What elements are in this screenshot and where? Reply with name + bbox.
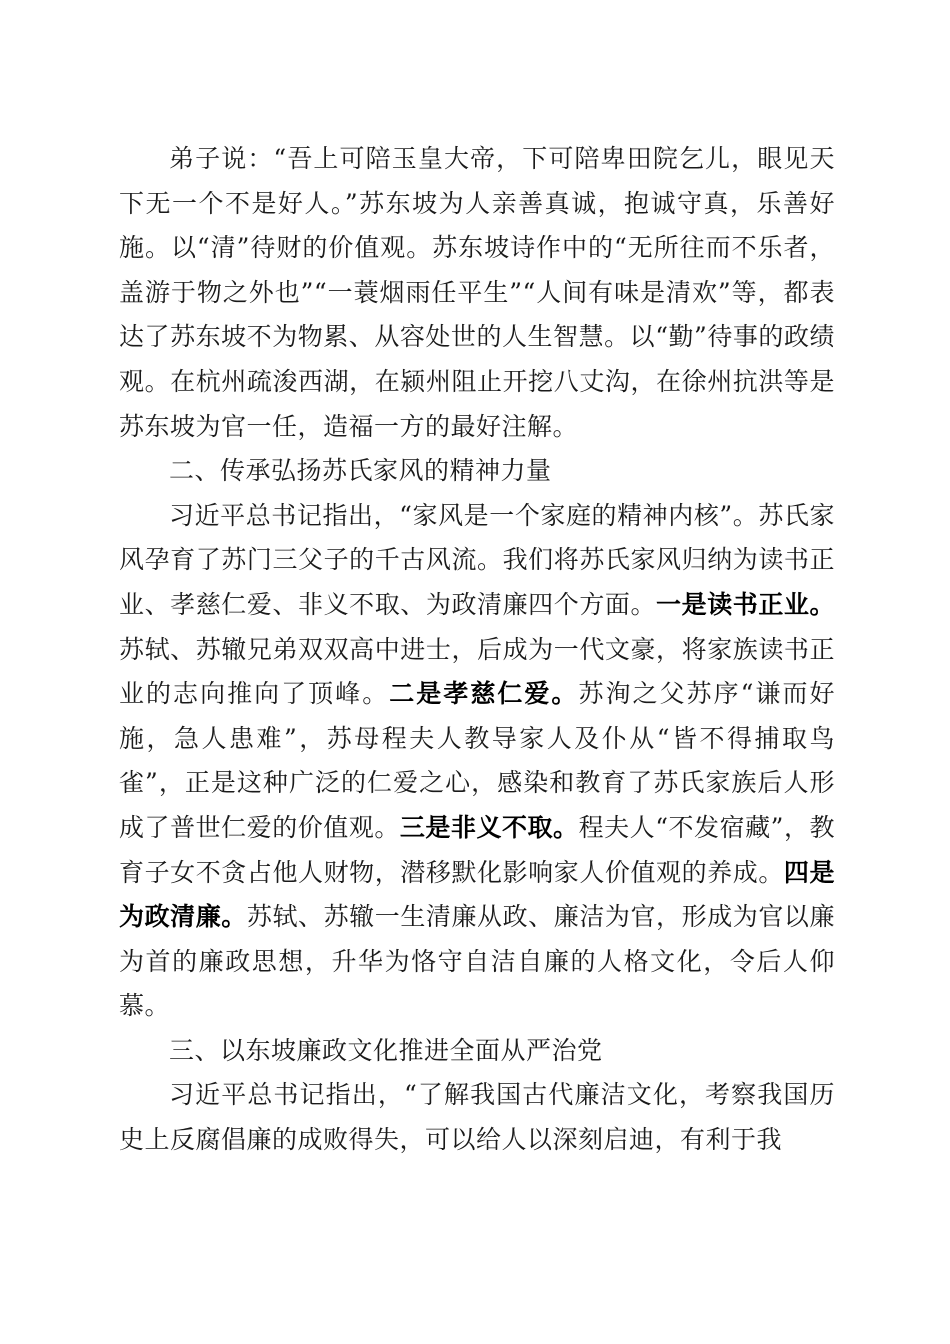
paragraph-su-family-tradition: [119, 494, 835, 1029]
point-3-text: 程夫人“不发宿藏”，教育子女不贪占他人财物，潜移默化影响家人价值观的养成。: [119, 812, 835, 887]
point-2-title: 二是孝慈仁爱。: [389, 679, 579, 709]
point-4-text: 苏轼、苏辙一生清廉从政、廉洁为官，形成为官以廉为首的廉政思想，升华为恪守自洁自廉的人格文化，令后人仰慕。: [119, 902, 835, 1021]
point-1-title: 一是读书正业。: [656, 589, 835, 619]
point-2-text: 苏洵之父苏序“谦而好施，急人患难”，苏母程夫人教导家人及仆从“皆不得捕取鸟雀”，正是这种广泛的仁爱之心，感染和教育了苏氏家族后人形成了普世仁爱的价值观。: [119, 679, 835, 842]
family-tradition-intro: 习近平总书记指出，“家风是一个家庭的精神内核”。苏氏家风孕育了苏门三父子的千古风流。我们将苏氏家风归纳为读书正业、孝慈仁爱、非义不取、为政清廉四个方面。: [119, 500, 835, 619]
point-4-title: 四是为政清廉。: [119, 857, 835, 932]
section-heading-2: 二、传承弘扬苏氏家风的精神力量: [169, 456, 552, 486]
section-heading-3: 三、以东坡廉政文化推进全面从严治党: [169, 1035, 603, 1065]
paragraph-su-dongshi-values: 弟子说：“吾上可陪玉皇大帝，下可陪卑田院乞儿，眼见天下无一个不是好人。”苏东坡为人亲善真诚，抱诚守真，乐善好施。以“清”待财的价值观。苏东坡诗作中的“无所往而不乐者，盖游于物之外也”“一蓑烟雨任平生”“人间有味是清欢”等，都表达了苏东坡不为物累、从容处世的人生智慧。以“勤”待事的政绩观。在杭州疏浚西湖，在颍州阻止开挖八丈沟，在徐州抗洪等是苏东坡为官一任，造福一方的最好注解。: [119, 144, 835, 441]
paragraph-integrity-culture: 习近平总书记指出，“了解我国古代廉洁文化，考察我国历史上反腐倡廉的成败得失，可以给人以深刻启迪，有利于我: [119, 1080, 835, 1155]
document-body: [119, 137, 835, 1163]
point-3-title: 三是非义不取。: [399, 812, 579, 842]
point-1-text: 苏轼、苏辙兄弟双双高中进士，后成为一代文豪，将家族读书正业的志向推向了顶峰。: [119, 634, 835, 709]
